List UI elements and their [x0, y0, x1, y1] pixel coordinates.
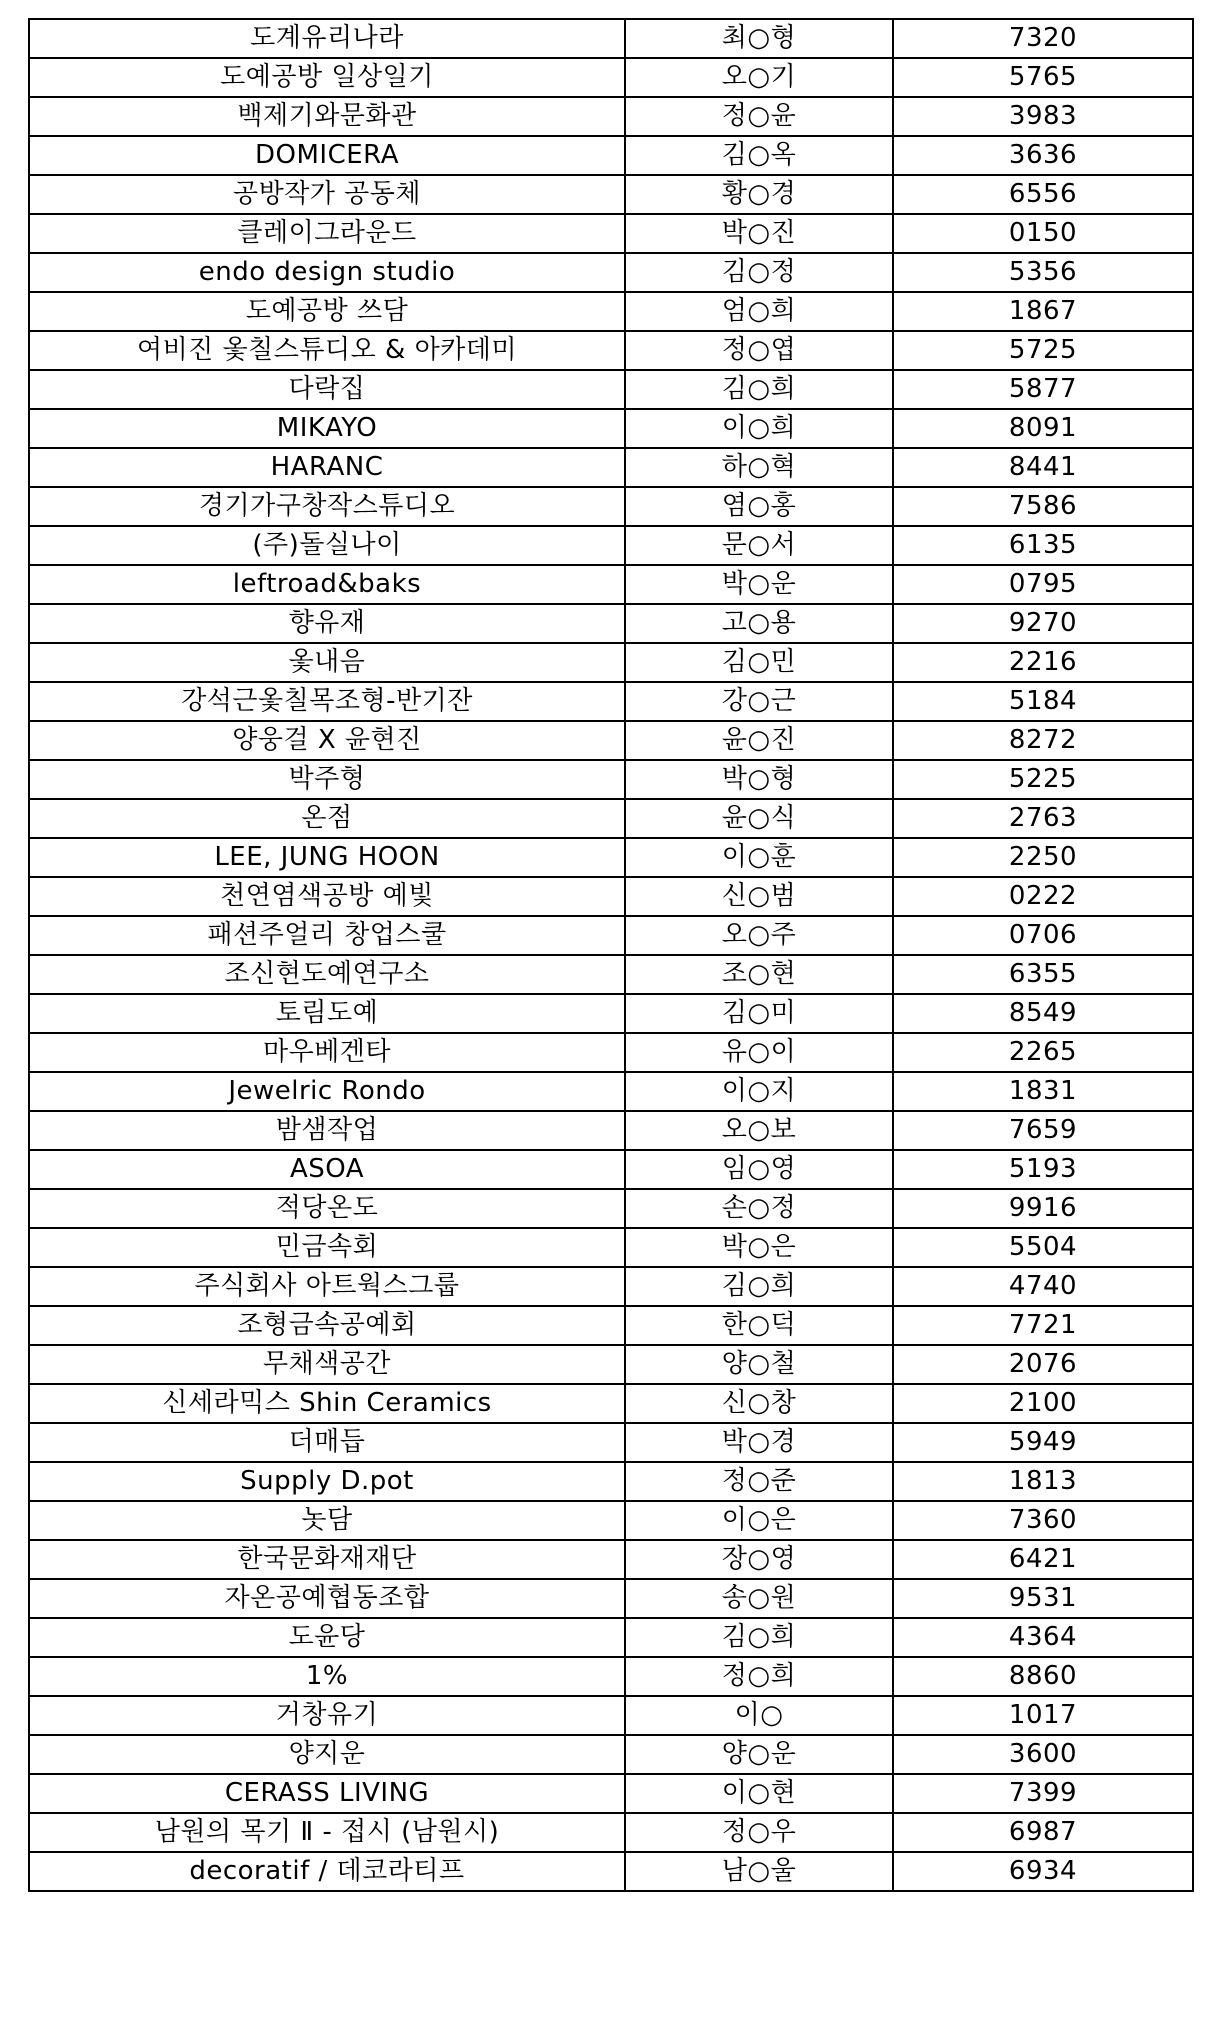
- table-row: [29, 721, 1193, 760]
- representative-cell: 정○희: [625, 1657, 893, 1696]
- table-row: [29, 838, 1193, 877]
- table-row: [29, 1540, 1193, 1579]
- name-cell: Supply D.pot: [29, 1462, 625, 1501]
- table-row: [29, 877, 1193, 916]
- representative-cell: 고○용: [625, 604, 893, 643]
- number-cell: 7360: [893, 1501, 1193, 1540]
- table-row: [29, 1267, 1193, 1306]
- name-cell: 양지운: [29, 1735, 625, 1774]
- representative-cell: 윤○진: [625, 721, 893, 760]
- table-row: [29, 1150, 1193, 1189]
- name-cell: 밤샘작업: [29, 1111, 625, 1150]
- table-row: [29, 955, 1193, 994]
- name-cell: 민금속회: [29, 1228, 625, 1267]
- representative-cell: 염○홍: [625, 487, 893, 526]
- name-cell: 적당온도: [29, 1189, 625, 1228]
- representative-cell: 임○영: [625, 1150, 893, 1189]
- table-row: [29, 175, 1193, 214]
- representative-cell: 박○은: [625, 1228, 893, 1267]
- representative-cell: 김○미: [625, 994, 893, 1033]
- table-row: [29, 1306, 1193, 1345]
- table-row: [29, 1735, 1193, 1774]
- name-cell: endo design studio: [29, 253, 625, 292]
- name-cell: 향유재: [29, 604, 625, 643]
- name-cell: 도예공방 일상일기: [29, 58, 625, 97]
- name-cell: 신세라믹스 Shin Ceramics: [29, 1384, 625, 1423]
- name-cell: LEE, JUNG HOON: [29, 838, 625, 877]
- number-cell: 5765: [893, 58, 1193, 97]
- table-row: [29, 682, 1193, 721]
- representative-cell: 김○정: [625, 253, 893, 292]
- representative-cell: 김○희: [625, 1618, 893, 1657]
- representative-cell: 정○우: [625, 1813, 893, 1852]
- number-cell: 8860: [893, 1657, 1193, 1696]
- table-row: [29, 448, 1193, 487]
- name-cell: 클레이그라운드: [29, 214, 625, 253]
- table-row: [29, 97, 1193, 136]
- number-cell: 6355: [893, 955, 1193, 994]
- number-cell: 1867: [893, 292, 1193, 331]
- table-row: [29, 1033, 1193, 1072]
- table-row: [29, 1501, 1193, 1540]
- number-cell: 0150: [893, 214, 1193, 253]
- table-row: [29, 1774, 1193, 1813]
- representative-cell: 박○진: [625, 214, 893, 253]
- number-cell: 8441: [893, 448, 1193, 487]
- table-row: [29, 643, 1193, 682]
- table-row: [29, 58, 1193, 97]
- name-cell: decoratif / 데코라티프: [29, 1852, 625, 1891]
- number-cell: 5949: [893, 1423, 1193, 1462]
- representative-cell: 김○희: [625, 370, 893, 409]
- name-cell: 무채색공간: [29, 1345, 625, 1384]
- table-row: [29, 916, 1193, 955]
- representative-cell: 김○희: [625, 1267, 893, 1306]
- representative-cell: 최○형: [625, 19, 893, 58]
- number-cell: 7586: [893, 487, 1193, 526]
- representative-cell: 신○범: [625, 877, 893, 916]
- representative-cell: 박○경: [625, 1423, 893, 1462]
- name-cell: 마우베겐타: [29, 1033, 625, 1072]
- table-row: [29, 760, 1193, 799]
- number-cell: 5877: [893, 370, 1193, 409]
- representative-cell: 정○준: [625, 1462, 893, 1501]
- number-cell: 1813: [893, 1462, 1193, 1501]
- name-cell: 주식회사 아트웍스그룹: [29, 1267, 625, 1306]
- representative-cell: 신○창: [625, 1384, 893, 1423]
- name-cell: 양웅걸 X 윤현진: [29, 721, 625, 760]
- representative-cell: 김○민: [625, 643, 893, 682]
- table-row: [29, 565, 1193, 604]
- number-cell: 2216: [893, 643, 1193, 682]
- representative-cell: 김○옥: [625, 136, 893, 175]
- name-cell: 자온공예협동조합: [29, 1579, 625, 1618]
- name-cell: 여비진 옻칠스튜디오 & 아카데미: [29, 331, 625, 370]
- table-row: [29, 1423, 1193, 1462]
- table-row: [29, 1228, 1193, 1267]
- number-cell: 8549: [893, 994, 1193, 1033]
- name-cell: 공방작가 공동체: [29, 175, 625, 214]
- representative-cell: 장○영: [625, 1540, 893, 1579]
- name-cell: 도계유리나라: [29, 19, 625, 58]
- name-cell: 옻내음: [29, 643, 625, 682]
- representative-cell: 손○정: [625, 1189, 893, 1228]
- name-cell: 도예공방 쓰담: [29, 292, 625, 331]
- number-cell: 7320: [893, 19, 1193, 58]
- number-cell: 7399: [893, 1774, 1193, 1813]
- name-cell: 조형금속공예회: [29, 1306, 625, 1345]
- name-cell: 온점: [29, 799, 625, 838]
- name-cell: 패션주얼리 창업스쿨: [29, 916, 625, 955]
- number-cell: 3983: [893, 97, 1193, 136]
- table-row: [29, 214, 1193, 253]
- representative-cell: 이○현: [625, 1774, 893, 1813]
- number-cell: 6987: [893, 1813, 1193, 1852]
- number-cell: 3600: [893, 1735, 1193, 1774]
- representative-cell: 양○철: [625, 1345, 893, 1384]
- table-row: [29, 253, 1193, 292]
- table-row: [29, 1852, 1193, 1891]
- table-row: [29, 1189, 1193, 1228]
- name-cell: 다락집: [29, 370, 625, 409]
- table-row: [29, 1618, 1193, 1657]
- name-cell: HARANC: [29, 448, 625, 487]
- number-cell: 8091: [893, 409, 1193, 448]
- representative-cell: 강○근: [625, 682, 893, 721]
- number-cell: 2763: [893, 799, 1193, 838]
- table-row: [29, 1462, 1193, 1501]
- table-row: [29, 994, 1193, 1033]
- name-cell: 놋담: [29, 1501, 625, 1540]
- table-row: [29, 1072, 1193, 1111]
- number-cell: 2265: [893, 1033, 1193, 1072]
- representative-cell: 문○서: [625, 526, 893, 565]
- number-cell: 9916: [893, 1189, 1193, 1228]
- name-cell: CERASS LIVING: [29, 1774, 625, 1813]
- representative-cell: 이○: [625, 1696, 893, 1735]
- number-cell: 5193: [893, 1150, 1193, 1189]
- table-row: [29, 1813, 1193, 1852]
- document-page: [28, 18, 1192, 1892]
- table-row: [29, 292, 1193, 331]
- number-cell: 9531: [893, 1579, 1193, 1618]
- number-cell: 5225: [893, 760, 1193, 799]
- name-cell: 한국문화재재단: [29, 1540, 625, 1579]
- representative-cell: 조○현: [625, 955, 893, 994]
- representative-cell: 이○훈: [625, 838, 893, 877]
- representative-cell: 남○울: [625, 1852, 893, 1891]
- table-row: [29, 331, 1193, 370]
- representative-cell: 오○주: [625, 916, 893, 955]
- name-cell: Jewelric Rondo: [29, 1072, 625, 1111]
- representative-cell: 정○엽: [625, 331, 893, 370]
- representative-cell: 정○윤: [625, 97, 893, 136]
- name-cell: ASOA: [29, 1150, 625, 1189]
- number-cell: 0706: [893, 916, 1193, 955]
- table-row: [29, 487, 1193, 526]
- name-cell: 조신현도예연구소: [29, 955, 625, 994]
- table-row: [29, 1696, 1193, 1735]
- number-cell: 5504: [893, 1228, 1193, 1267]
- representative-cell: 한○덕: [625, 1306, 893, 1345]
- table-row: [29, 1384, 1193, 1423]
- number-cell: 5184: [893, 682, 1193, 721]
- name-cell: 백제기와문화관: [29, 97, 625, 136]
- name-cell: (주)돌실나이: [29, 526, 625, 565]
- representative-cell: 오○보: [625, 1111, 893, 1150]
- table-row: [29, 604, 1193, 643]
- representative-cell: 이○은: [625, 1501, 893, 1540]
- name-cell: leftroad&baks: [29, 565, 625, 604]
- name-cell: 남원의 목기 Ⅱ - 접시 (남원시): [29, 1813, 625, 1852]
- representative-cell: 이○지: [625, 1072, 893, 1111]
- name-cell: 박주형: [29, 760, 625, 799]
- table-row: [29, 1657, 1193, 1696]
- name-cell: 1%: [29, 1657, 625, 1696]
- table-row: [29, 799, 1193, 838]
- table-row: [29, 526, 1193, 565]
- number-cell: 9270: [893, 604, 1193, 643]
- name-cell: DOMICERA: [29, 136, 625, 175]
- number-cell: 6135: [893, 526, 1193, 565]
- number-cell: 6934: [893, 1852, 1193, 1891]
- number-cell: 2100: [893, 1384, 1193, 1423]
- representative-cell: 유○이: [625, 1033, 893, 1072]
- number-cell: 3636: [893, 136, 1193, 175]
- table-row: [29, 136, 1193, 175]
- representative-cell: 윤○식: [625, 799, 893, 838]
- number-cell: 0222: [893, 877, 1193, 916]
- representative-cell: 오○기: [625, 58, 893, 97]
- number-cell: 5356: [893, 253, 1193, 292]
- table-row: [29, 1345, 1193, 1384]
- number-cell: 6421: [893, 1540, 1193, 1579]
- table-row: [29, 409, 1193, 448]
- name-cell: 강석근옻칠목조형-반기잔: [29, 682, 625, 721]
- name-cell: 경기가구창작스튜디오: [29, 487, 625, 526]
- number-cell: 4364: [893, 1618, 1193, 1657]
- representative-cell: 박○형: [625, 760, 893, 799]
- number-cell: 0795: [893, 565, 1193, 604]
- name-cell: MIKAYO: [29, 409, 625, 448]
- representative-cell: 송○원: [625, 1579, 893, 1618]
- number-cell: 1017: [893, 1696, 1193, 1735]
- name-cell: 천연염색공방 예빛: [29, 877, 625, 916]
- table-row: [29, 370, 1193, 409]
- number-cell: 7659: [893, 1111, 1193, 1150]
- number-cell: 2076: [893, 1345, 1193, 1384]
- number-cell: 6556: [893, 175, 1193, 214]
- representative-cell: 박○운: [625, 565, 893, 604]
- number-cell: 7721: [893, 1306, 1193, 1345]
- name-cell: 도윤당: [29, 1618, 625, 1657]
- representative-cell: 하○혁: [625, 448, 893, 487]
- number-cell: 2250: [893, 838, 1193, 877]
- table-row: [29, 1579, 1193, 1618]
- registry-table: [28, 18, 1194, 1892]
- representative-cell: 양○운: [625, 1735, 893, 1774]
- name-cell: 거창유기: [29, 1696, 625, 1735]
- number-cell: 8272: [893, 721, 1193, 760]
- table-body: [29, 19, 1193, 1891]
- number-cell: 1831: [893, 1072, 1193, 1111]
- table-row: [29, 19, 1193, 58]
- number-cell: 4740: [893, 1267, 1193, 1306]
- number-cell: 5725: [893, 331, 1193, 370]
- representative-cell: 엄○희: [625, 292, 893, 331]
- name-cell: 더매듭: [29, 1423, 625, 1462]
- representative-cell: 이○희: [625, 409, 893, 448]
- table-row: [29, 1111, 1193, 1150]
- representative-cell: 황○경: [625, 175, 893, 214]
- name-cell: 토림도예: [29, 994, 625, 1033]
